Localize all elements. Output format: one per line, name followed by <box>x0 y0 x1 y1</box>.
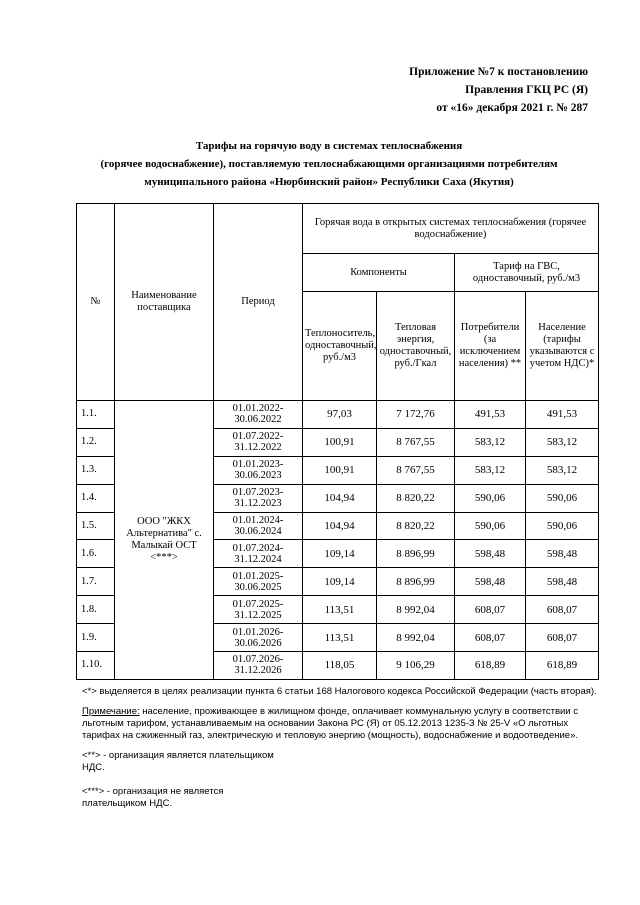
period-cell: 01.01.2023-30.06.2023 <box>214 456 303 484</box>
header-supplier: Наименование поставщика <box>115 204 214 401</box>
population-tariff-cell: 491,53 <box>526 401 599 429</box>
period-cell: 01.07.2022-31.12.2022 <box>214 428 303 456</box>
appendix-line-3: от «16» декабря 2021 г. № 287 <box>436 102 588 114</box>
population-tariff-cell: 590,06 <box>526 484 599 512</box>
energy-tariff-cell: 7 172,76 <box>377 401 455 429</box>
row-number: 1.9. <box>77 624 115 652</box>
footnote-vat: <*> выделяется в целях реализации пункта 6 статьи 168 Налогового кодекса Российской Федерации (часть вторая). <box>82 686 597 697</box>
period-cell: 01.01.2024-30.06.2024 <box>214 512 303 540</box>
energy-tariff-cell: 8 896,99 <box>377 540 455 568</box>
appendix-line-1: Приложение №7 к постановлению <box>409 66 588 78</box>
vat-payer-line-2: НДС. <box>82 762 105 773</box>
carrier-tariff-cell: 104,94 <box>303 512 377 540</box>
appendix-line-2: Правления ГКЦ РС (Я) <box>465 84 588 96</box>
energy-tariff-cell: 8 820,22 <box>377 512 455 540</box>
row-number: 1.8. <box>77 596 115 624</box>
energy-tariff-cell: 9 106,29 <box>377 652 455 680</box>
row-number: 1.1. <box>77 401 115 429</box>
period-cell: 01.01.2025-30.06.2025 <box>214 568 303 596</box>
energy-tariff-cell: 8 767,55 <box>377 456 455 484</box>
header-hot-water-group: Горячая вода в открытых системах теплоснабжения (горячее водоснабжение) <box>303 204 599 254</box>
non-vat-payer-line-1: <***> - организация не является <box>82 786 224 797</box>
energy-tariff-cell: 8 820,22 <box>377 484 455 512</box>
period-cell: 01.07.2026-31.12.2026 <box>214 652 303 680</box>
table-row <box>77 401 599 429</box>
energy-tariff-cell: 8 992,04 <box>377 596 455 624</box>
consumers-tariff-cell: 590,06 <box>455 484 526 512</box>
population-tariff-cell: 583,12 <box>526 456 599 484</box>
carrier-tariff-cell: 97,03 <box>303 401 377 429</box>
row-number: 1.3. <box>77 456 115 484</box>
title-line-3: муниципального района «Нюрбинский район» Республики Саха (Якутия) <box>144 176 514 188</box>
footnote-remark <box>82 706 598 742</box>
title-line-2: (горячее водоснабжение), поставляемую теплоснабжающими организациями потребителям <box>100 158 558 170</box>
energy-tariff-cell: 8 767,55 <box>377 428 455 456</box>
footnote-non-vat-payer <box>82 786 598 810</box>
carrier-tariff-cell: 113,51 <box>303 624 377 652</box>
period-cell: 01.07.2023-31.12.2023 <box>214 484 303 512</box>
population-tariff-cell: 583,12 <box>526 428 599 456</box>
table-body <box>77 401 599 680</box>
consumers-tariff-cell: 598,48 <box>455 540 526 568</box>
row-number: 1.10. <box>77 652 115 680</box>
carrier-tariff-cell: 109,14 <box>303 540 377 568</box>
period-cell: 01.07.2025-31.12.2025 <box>214 596 303 624</box>
remark-label: Примечание: <box>82 706 140 717</box>
header-energy: Тепловая энергия, одноставочный, руб./Гкал <box>377 292 455 401</box>
consumers-tariff-cell: 491,53 <box>455 401 526 429</box>
energy-tariff-cell: 8 992,04 <box>377 624 455 652</box>
population-tariff-cell: 598,48 <box>526 568 599 596</box>
header-population: Население (тарифы указываются с учетом НДС)* <box>526 292 599 401</box>
header-num: № <box>77 204 115 401</box>
header-consumers: Потребители (за исключением населения) ** <box>455 292 526 401</box>
footnote-vat-payer <box>82 750 598 774</box>
period-cell: 01.07.2024-31.12.2024 <box>214 540 303 568</box>
header-tariff: Тариф на ГВС, одноставочный, руб./м3 <box>455 254 599 292</box>
row-number: 1.5. <box>77 512 115 540</box>
title-line-1: Тарифы на горячую воду в системах теплоснабжения <box>195 140 463 152</box>
population-tariff-cell: 598,48 <box>526 540 599 568</box>
remark-text: население, проживающее в жилищном фонде, оплачивает коммунальную услугу в соответствии с льготным тарифом, устанавливаемым на основании Закона РС (Я) от 05.12.2013 1235-З № 25-V «О льготных тарифах на сжиженный газ, электрическую и тепловую энергию (мощность), водоснабжение и водоотведение». <box>82 706 578 741</box>
consumers-tariff-cell: 590,06 <box>455 512 526 540</box>
header-components: Компоненты <box>303 254 455 292</box>
consumers-tariff-cell: 583,12 <box>455 428 526 456</box>
carrier-tariff-cell: 118,05 <box>303 652 377 680</box>
carrier-tariff-cell: 100,91 <box>303 428 377 456</box>
carrier-tariff-cell: 100,91 <box>303 456 377 484</box>
energy-tariff-cell: 8 896,99 <box>377 568 455 596</box>
population-tariff-cell: 590,06 <box>526 512 599 540</box>
population-tariff-cell: 618,89 <box>526 652 599 680</box>
row-number: 1.2. <box>77 428 115 456</box>
row-number: 1.7. <box>77 568 115 596</box>
carrier-tariff-cell: 104,94 <box>303 484 377 512</box>
row-number: 1.6. <box>77 540 115 568</box>
non-vat-payer-line-2: плательщиком НДС. <box>82 798 173 809</box>
population-tariff-cell: 608,07 <box>526 596 599 624</box>
tariff-table <box>76 203 599 680</box>
document-title <box>60 137 598 191</box>
consumers-tariff-cell: 598,48 <box>455 568 526 596</box>
consumers-tariff-cell: 583,12 <box>455 456 526 484</box>
carrier-tariff-cell: 109,14 <box>303 568 377 596</box>
row-number: 1.4. <box>77 484 115 512</box>
header-carrier: Теплоноситель, одноставочный, руб./м3 <box>303 292 377 401</box>
vat-payer-line-1: <**> - организация является плательщиком <box>82 750 274 761</box>
header-period: Период <box>214 204 303 401</box>
consumers-tariff-cell: 608,07 <box>455 624 526 652</box>
consumers-tariff-cell: 618,89 <box>455 652 526 680</box>
consumers-tariff-cell: 608,07 <box>455 596 526 624</box>
period-cell: 01.01.2022-30.06.2022 <box>214 401 303 429</box>
population-tariff-cell: 608,07 <box>526 624 599 652</box>
footnotes <box>82 686 598 818</box>
carrier-tariff-cell: 113,51 <box>303 596 377 624</box>
supplier-cell: ООО "ЖКХ Альтернатива" с. Малыкай ОСТ <***> <box>115 401 214 680</box>
appendix-header <box>409 63 588 117</box>
period-cell: 01.01.2026-30.06.2026 <box>214 624 303 652</box>
